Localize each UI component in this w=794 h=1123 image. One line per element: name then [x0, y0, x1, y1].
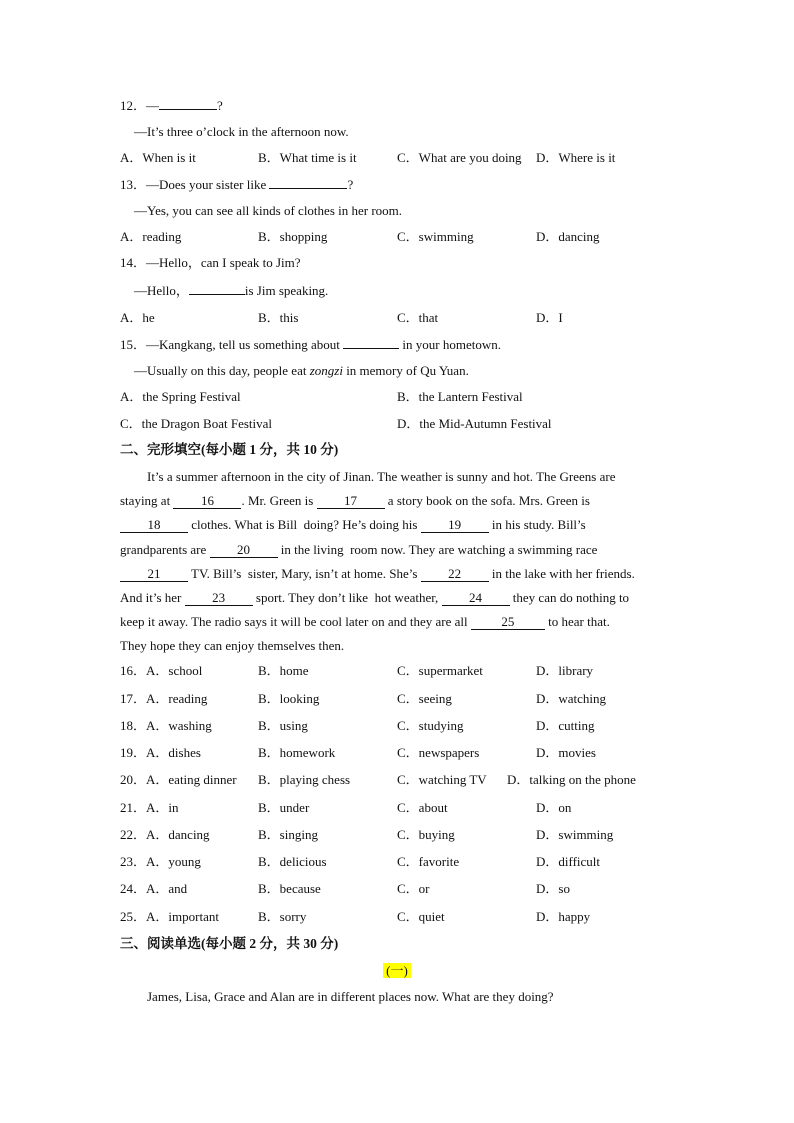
cloze-blank-20[interactable]: 20 — [210, 543, 278, 558]
q18-stem: 18．A．washing — [120, 718, 212, 733]
q23-option-a[interactable]: A．young — [146, 854, 201, 869]
q13-option-a[interactable]: A．reading — [120, 229, 182, 244]
q13-option-d[interactable]: D．dancing — [536, 229, 600, 244]
q14-blank[interactable] — [189, 294, 245, 295]
cloze-line-4: grandparents are 20 in the living room now. They are watching a swimming race — [120, 542, 598, 557]
q17-option-b[interactable]: B．looking — [258, 691, 320, 706]
reading-intro: James, Lisa, Grace and Alan are in different places now. What are they doing? — [147, 989, 554, 1004]
q12-blank[interactable] — [159, 109, 217, 110]
q23-option-d[interactable]: D．difficult — [536, 854, 601, 869]
q12-option-a[interactable]: A．When is it — [120, 150, 196, 165]
q18-option-d[interactable]: D．cutting — [536, 718, 595, 733]
q22-option-d[interactable]: D．swimming — [536, 827, 614, 842]
section-2-heading: 二、完形填空(每小题 1 分，共 10 分) — [120, 442, 339, 457]
q15-blank[interactable] — [343, 348, 399, 349]
q24-option-c[interactable]: C．or — [397, 881, 430, 896]
cloze-line-2: staying at 16 . Mr. Green is 17 a story book on the sofa. Mrs. Green is — [120, 493, 590, 508]
q20-option-c[interactable]: C．watching TV — [397, 772, 487, 787]
q20-stem: 20．A．eating dinner — [120, 772, 237, 787]
q16-option-b[interactable]: B．home — [258, 663, 309, 678]
q21-option-c[interactable]: C．about — [397, 800, 448, 815]
q13-option-b[interactable]: B．shopping — [258, 229, 328, 244]
q23-option-b[interactable]: B．delicious — [258, 854, 327, 869]
q18-option-a[interactable]: A．washing — [146, 718, 212, 733]
cloze-blank-22[interactable]: 22 — [421, 567, 489, 582]
cloze-blank-19[interactable]: 19 — [421, 518, 489, 533]
cloze-blank-17[interactable]: 17 — [317, 494, 385, 509]
q15-option-b[interactable]: B．the Lantern Festival — [397, 389, 523, 404]
q25-option-a[interactable]: A．important — [146, 909, 219, 924]
q14-answer: —Hello， is Jim speaking. — [134, 283, 329, 298]
q13-option-c[interactable]: C．swimming — [397, 229, 474, 244]
q24-option-a[interactable]: A．and — [146, 881, 188, 896]
q14-option-a[interactable]: A．he — [120, 310, 155, 325]
q22-option-c[interactable]: C．buying — [397, 827, 455, 842]
cloze-blank-24[interactable]: 24 — [442, 591, 510, 606]
q19-option-c[interactable]: C．newspapers — [397, 745, 480, 760]
q14-option-c[interactable]: C．that — [397, 310, 439, 325]
q19-option-b[interactable]: B．homework — [258, 745, 336, 760]
q15-option-d[interactable]: D．the Mid-Autumn Festival — [397, 416, 552, 431]
q12-option-d[interactable]: D．Where is it — [536, 150, 616, 165]
q12-option-b[interactable]: B．What time is it — [258, 150, 357, 165]
reading-part-label — [0, 963, 794, 979]
q20-option-d[interactable]: D．talking on the phone — [507, 772, 636, 787]
q20-option-b[interactable]: B．playing chess — [258, 772, 351, 787]
q16-stem: 16．A．school — [120, 663, 203, 678]
cloze-blank-16[interactable]: 16 — [173, 494, 241, 509]
q15-stem: 15．—Kangkang, tell us something about in your hometown. — [120, 337, 501, 352]
q17-stem: 17．A．reading — [120, 691, 208, 706]
q25-stem: 25．A．important — [120, 909, 219, 924]
q24-option-b[interactable]: B．because — [258, 881, 321, 896]
q17-option-d[interactable]: D．watching — [536, 691, 607, 706]
q17-option-c[interactable]: C．seeing — [397, 691, 452, 706]
q25-option-b[interactable]: B．sorry — [258, 909, 307, 924]
q25-option-c[interactable]: C．quiet — [397, 909, 445, 924]
q19-stem: 19．A．dishes — [120, 745, 201, 760]
q14-option-d[interactable]: D．I — [536, 310, 563, 325]
q19-option-a[interactable]: A．dishes — [146, 745, 201, 760]
q19-option-d[interactable]: D．movies — [536, 745, 596, 760]
cloze-line-6: And it’s her 23 sport. They don’t like hot weather, 24 they can do nothing to — [120, 590, 630, 605]
cloze-line-1: It’s a summer afternoon in the city of Jinan. The weather is sunny and hot. The Greens are — [147, 469, 616, 484]
q12-stem: 12．— ? — [120, 98, 223, 113]
q21-option-d[interactable]: D．on — [536, 800, 572, 815]
cloze-line-3: 18 clothes. What is Bill doing? He’s doing his 19 in his study. Bill’s — [120, 517, 586, 533]
q24-stem: 24．A．and — [120, 881, 188, 896]
q22-option-b[interactable]: B．singing — [258, 827, 318, 842]
cloze-blank-25[interactable]: 25 — [471, 615, 545, 630]
q25-option-d[interactable]: D．happy — [536, 909, 591, 924]
q15-option-c[interactable]: C．the Dragon Boat Festival — [120, 416, 273, 431]
q16-option-c[interactable]: C．supermarket — [397, 663, 483, 678]
cloze-line-8: They hope they can enjoy themselves then. — [120, 638, 345, 653]
section-3-heading: 三、阅读单选(每小题 2 分，共 30 分) — [120, 936, 339, 951]
q22-stem: 22．A．dancing — [120, 827, 210, 842]
cloze-blank-23[interactable]: 23 — [185, 591, 253, 606]
cloze-blank-21[interactable]: 21 — [120, 567, 188, 582]
q14-option-b[interactable]: B．this — [258, 310, 299, 325]
q20-option-a[interactable]: A．eating dinner — [146, 772, 237, 787]
reading-part-highlight: (一) — [383, 963, 411, 978]
cloze-blank-18[interactable]: 18 — [120, 518, 188, 533]
q14-stem: 14．—Hello，can I speak to Jim? — [120, 255, 301, 270]
q21-option-a[interactable]: A．in — [146, 800, 179, 815]
q13-blank[interactable] — [269, 188, 347, 189]
q12-option-c[interactable]: C．What are you doing — [397, 150, 522, 165]
q18-option-b[interactable]: B．using — [258, 718, 308, 733]
q15-answer: —Usually on this day, people eat zongzi in memory of Qu Yuan. — [134, 363, 469, 378]
q16-option-a[interactable]: A．school — [146, 663, 203, 678]
q17-option-a[interactable]: A．reading — [146, 691, 208, 706]
q12-answer: —It’s three o’clock in the afternoon now. — [134, 124, 349, 139]
q23-option-c[interactable]: C．favorite — [397, 854, 460, 869]
q18-option-c[interactable]: C．studying — [397, 718, 464, 733]
cloze-line-7: keep it away. The radio says it will be cool later on and they are all 25 to hear that. — [120, 614, 610, 629]
q24-option-d[interactable]: D．so — [536, 881, 570, 896]
q13-answer: —Yes, you can see all kinds of clothes in her room. — [134, 203, 403, 218]
q13-stem: 13．—Does your sister like ? — [120, 177, 354, 192]
q16-option-d[interactable]: D．library — [536, 663, 594, 678]
q21-option-b[interactable]: B．under — [258, 800, 310, 815]
q21-stem: 21．A．in — [120, 800, 179, 815]
cloze-line-5: 21 TV. Bill’s sister, Mary, isn’t at home. She’s 22 in the lake with her friends. — [120, 566, 635, 582]
q15-option-a[interactable]: A．the Spring Festival — [120, 389, 241, 404]
q22-option-a[interactable]: A．dancing — [146, 827, 210, 842]
q23-stem: 23．A．young — [120, 854, 201, 869]
